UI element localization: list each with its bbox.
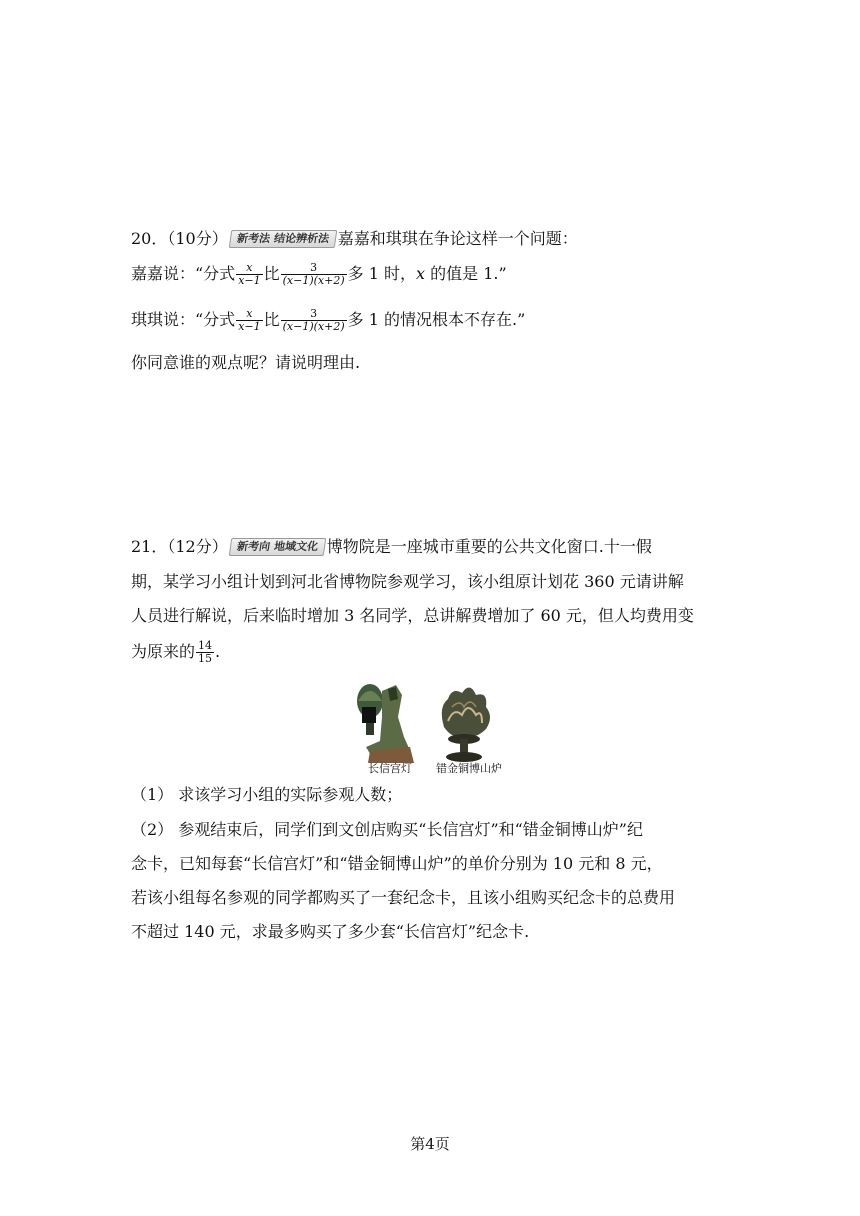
q20-qiqi-prefix: 琪琪说：“分式 <box>131 310 236 329</box>
q20-intro: 嘉嘉和琪琪在争论这样一个问题： <box>337 229 578 248</box>
page-number: 第4页 <box>410 1135 450 1153</box>
q20-score: （10分） <box>167 229 228 248</box>
fraction-14-over-15: $\frac{14}{15}$ <box>198 639 213 665</box>
caption-changxin-lamp: 长信宫灯 <box>368 762 412 775</box>
fraction-x-over-x-minus-1: $\frac{x}{x-1}$ <box>238 261 261 287</box>
caption-boshan-censer: 错金铜博山炉 <box>436 762 502 775</box>
q21-part-2-line-4: 不超过 140 元，求最多购买了多少套“长信宫灯”纪念卡. <box>131 922 530 941</box>
q20-tag <box>228 230 337 248</box>
fraction-3-over-product: $\frac{3}{(x-1)(x+2)}$ <box>282 261 345 287</box>
q20-number: 20． <box>131 229 168 248</box>
q21-line-2: 期，某学习小组计划到河北省博物院参观学习，该小组原计划花 360 元请讲解 <box>131 572 684 591</box>
fraction-x-over-x-minus-1: $\frac{x}{x-1}$ <box>238 307 261 333</box>
q20-tag-2: 结论辨析法 <box>272 232 330 245</box>
q21-score: （12分） <box>167 537 228 556</box>
q20-qiqi-line: 琪琪说：“分式 $\frac{x}{x-1}$ 比 $\frac{3}{(x-1)(x+2)}$ 多 1 的情况根本不存在.” <box>131 307 526 333</box>
q21-part-2-line-3: 若该小组每名参观的同学都购买了一套纪念卡，且该小组购买纪念卡的总费用 <box>131 888 676 907</box>
censer-image <box>442 687 490 762</box>
q20-header <box>131 228 578 250</box>
q21-part-2-line-1: （2） 参观结束后，同学们到文创店购买“长信宫灯”和“错金铜博山炉”纪 <box>131 820 643 839</box>
q21-line-4: 为原来的 $\frac{14}{15}$ . <box>131 639 221 665</box>
q21-header <box>131 536 652 558</box>
fraction-3-over-product: $\frac{3}{(x-1)(x+2)}$ <box>282 307 345 333</box>
q21-number: 21． <box>131 537 168 556</box>
q21-part-2-line-2: 念卡，已知每套“长信宫灯”和“错金铜博山炉”的单价分别为 10 元和 8 元， <box>131 854 663 873</box>
q20-jiajia-line: 嘉嘉说：“分式 $\frac{x}{x-1}$ 比 $\frac{3}{(x-1)(x+2)}$ 多 1 时，x 的值是 1.” <box>131 261 507 287</box>
q21-part-1: （1） 求该学习小组的实际参观人数； <box>131 785 403 804</box>
q20-tag-1: 新考法 <box>235 232 271 245</box>
q21-tag <box>228 538 326 556</box>
q21-tag-1: 新考向 <box>235 540 271 553</box>
q21-line-3: 人员进行解说，后来临时增加 3 名同学，总讲解费增加了 60 元，但人均费用变 <box>131 606 694 625</box>
q20-jiajia-prefix: 嘉嘉说：“分式 <box>131 264 236 283</box>
q20-question: 你同意谁的观点呢？请说明理由. <box>131 353 361 372</box>
lamp-image <box>357 684 414 763</box>
q21-line-1: 博物院是一座城市重要的公共文化窗口.十一假 <box>326 537 652 556</box>
q21-tag-2: 地域文化 <box>272 540 319 553</box>
